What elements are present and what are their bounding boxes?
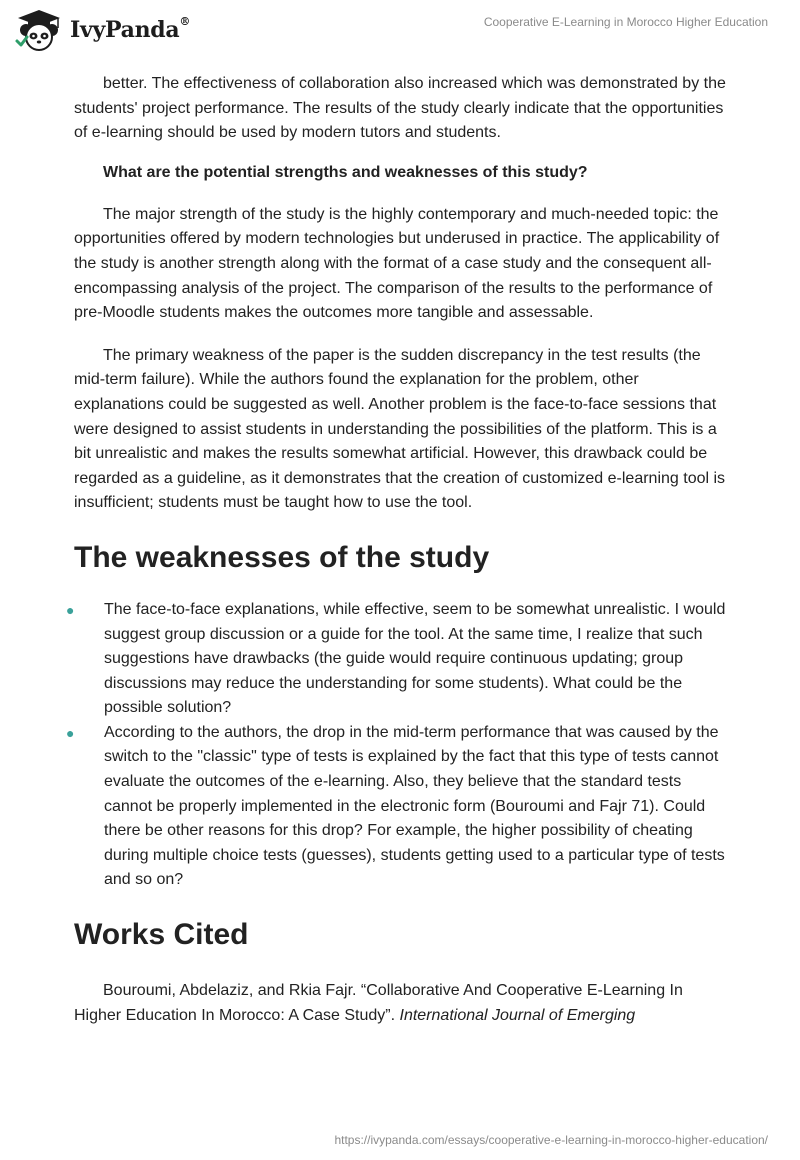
- bullet-icon: ●: [66, 601, 75, 618]
- brand-name: IvyPanda®: [70, 15, 191, 43]
- question-heading: What are the potential strengths and weaknesses of this study?: [103, 163, 588, 181]
- heading-works-cited: Works Cited: [74, 918, 249, 952]
- paragraph-strength: The major strength of the study is the highly contemporary and much-needed topic: the opportunities offered by modern technologies but underused in practice. The applicability of the study is another strength along with the format of a case study and the consequent all-encompassing analysis of the project. The comparison of the results to the performance of pre-Moodle students makes the outcomes more tangible and assessable.: [74, 205, 720, 322]
- heading-weaknesses: The weaknesses of the study: [74, 540, 490, 574]
- document-title: Cooperative E-Learning in Morocco Higher Education: [483, 15, 768, 29]
- page-header: [0, 0, 800, 64]
- essay-content: [66, 72, 726, 1028]
- list-item: ● According to the authors, the drop in the mid-term performance that was caused by the switch to the "classic" type of tests is explained by the fact that this type of tests cannot evaluate the outcomes of the e-learning. Also, they believe that the standard tests cannot be properly implemented in the electronic form (Bouroumi and Fajr 71). Could there be other reasons for this drop? For example, the higher possibility of cheating during multiple choice tests (guesses), students getting used to a particular type of tests and so on?: [66, 723, 725, 889]
- paragraph-intro: better. The effectiveness of collaboration also increased which was demonstrated by the students' project performance. The results of the study clearly indicate that the opportunities of e-learning should be used by modern tutors and students.: [74, 75, 726, 142]
- source-url-link[interactable]: https://ivypanda.com/essays/cooperative-e-learning-in-morocco-higher-education/: [334, 1133, 768, 1147]
- journal-title: International Journal of Emerging: [399, 1006, 636, 1024]
- citation-entry: Bouroumi, Abdelaziz, and Rkia Fajr. “Collaborative And Cooperative E-Learning In Higher Education In Morocco: A Case Study”. International Journal of Emerging: [74, 982, 683, 1024]
- list-item: ● The face-to-face explanations, while effective, seem to be somewhat unrealistic. I would suggest group discussion or a guide for the tool. At the same time, I realize that such suggestions have drawbacks (the guide would require continuous updating; group discussions may reduce the understanding for some students). What could be the possible solution?: [66, 600, 726, 717]
- weaknesses-list: [52, 598, 726, 893]
- bullet-icon: ●: [66, 724, 75, 741]
- paragraph-weakness: The primary weakness of the paper is the sudden discrepancy in the test results (the mid-term failure). While the authors found the explanation for the problem, other explanations could be suggested as well. Another problem is the face-to-face sessions that were designed to assist students in understanding the possibilities of the platform. This is a bit unrealistic and makes the results somewhat artificial. However, this drawback could be regarded as a guideline, as it demonstrates that the creation of customized e-learning tool is insufficient; students must be taught how to use the tool.: [74, 346, 726, 512]
- panda-logo-icon: [14, 8, 64, 52]
- ivypanda-logo[interactable]: [14, 8, 190, 52]
